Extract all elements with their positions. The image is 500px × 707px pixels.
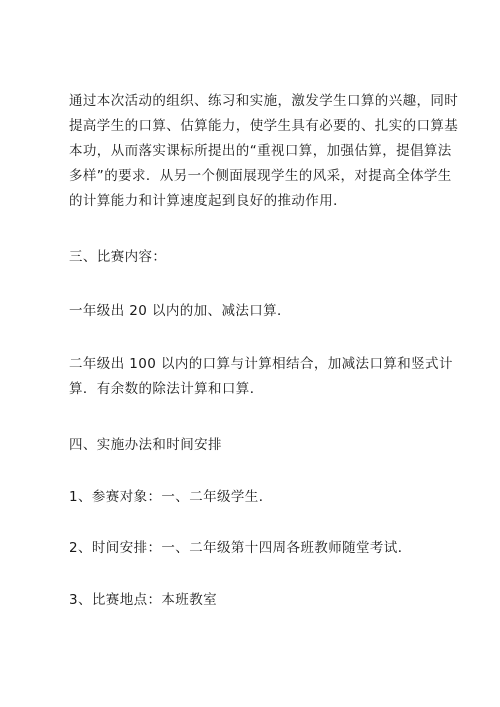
schedule-item: 2、时间安排：一、二年级第十四周各班教师随堂考试．: [69, 540, 412, 556]
intro-line: 提高学生的口算、估算能力，使学生具有必要的、扎实的口算基: [69, 118, 459, 134]
location-item: 3、比赛地点：本班教室: [69, 592, 217, 608]
section-3-heading: 三、比赛内容：: [69, 249, 167, 265]
section-4-heading: 四、实施办法和时间安排: [69, 437, 222, 453]
grade-2-line: 二年级出 100 以内的口算与计算相结合，加减法口算和竖式计: [69, 356, 453, 372]
grade-2-line: 算．有余数的除法计算和口算．: [69, 381, 264, 397]
grade-1-content: 一年级出 20 以内的加、减法口算．: [69, 303, 291, 319]
intro-paragraph: [69, 89, 459, 214]
grade-2-content: [69, 352, 453, 402]
intro-line: 多样”的要求．从另一个侧面展现学生的风采，对提高全体学生: [69, 168, 452, 184]
intro-line: 的计算能力和计算速度起到良好的推动作用．: [69, 193, 347, 209]
intro-line: 本功，从而落实课标所提出的“重视口算，加强估算，提倡算法: [69, 143, 452, 159]
intro-line: 通过本次活动的组织、练习和实施，激发学生口算的兴趣，同时: [69, 93, 459, 109]
participants-item: 1、参赛对象：一、二年级学生．: [69, 489, 273, 505]
